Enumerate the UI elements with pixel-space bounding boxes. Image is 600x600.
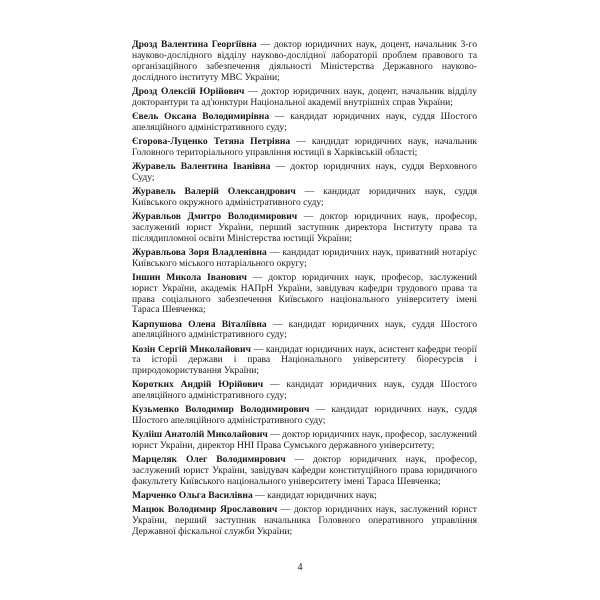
list-item xyxy=(132,40,477,84)
list-item xyxy=(132,491,477,502)
entry-description: — доктор юридичних наук, професор, заслужений юрист України, директор ННІ Права Сумського державного університету; xyxy=(132,429,478,452)
entry-description: — кандидат юридичних наук, приватний нотаріус Київського міського нотаріального округу; xyxy=(132,246,477,269)
entry-name: Кулііш Анатолій Миколайович xyxy=(132,429,268,441)
list-item xyxy=(132,455,477,488)
list-item xyxy=(132,273,477,317)
entry-name: Дрозд Валентина Георгіївна xyxy=(132,39,257,50)
entry-description: — кандидат юридичних наук, асистент кафедри теорії та історії держави і права Національного університету біоресурсів і природокористування України; xyxy=(132,343,477,377)
entry-description: — кандидат юридичних наук; xyxy=(252,490,377,502)
entry-name: Карпушова Олена Віталіївна xyxy=(132,318,267,330)
entry-name: Марцеляк Олег Володимирович xyxy=(132,454,286,466)
entry-name: Журавель Валерій Олександрович xyxy=(132,185,296,197)
entry-name: Марченко Ольга Василівна xyxy=(132,490,253,502)
entry-name: Козін Сергій Миколайович xyxy=(132,343,251,355)
entry-name: Євель Оксана Володимирівна xyxy=(132,110,270,122)
entry-description: — доктор юридичних наук, заслужений юрист України, перший заступник начальника Головного оперативного управління Державної фіскальної служби України; xyxy=(132,504,477,538)
entry-name: Коротких Андрій Юрійович xyxy=(132,379,264,391)
contributors-list xyxy=(132,40,477,541)
entry-description: — кандидат юридичних наук, суддя Шостого апеляційного адміністративного суду; xyxy=(132,318,478,341)
entry-description: — кандидат юридичних наук, суддя Шостого апеляційного адміністративного суду; xyxy=(132,404,478,427)
entry-name: Іншин Микола Іванович xyxy=(132,271,247,283)
entry-description: — доктор юридичних наук, професор, заслужений юрист України, перший заступник директора Інституту права та післядипломної освіти Міністерства юстиції України; xyxy=(132,210,477,244)
list-item xyxy=(132,112,477,134)
list-item xyxy=(132,137,477,159)
list-item xyxy=(132,505,477,538)
list-item xyxy=(132,187,477,209)
entry-name: Дрозд Олексій Юрійович xyxy=(132,85,245,97)
page-number: 4 xyxy=(297,562,303,573)
entry-description: — кандидат юридичних наук, начальник Головного територіального управління юстиції в Харківській області; xyxy=(132,135,477,158)
list-item xyxy=(132,87,477,109)
entry-description: — доктор юридичних наук, суддя Верховного Суду; xyxy=(132,160,477,183)
list-item xyxy=(132,345,477,378)
entry-name: Мацюк Володимир Ярославович xyxy=(132,504,278,516)
entry-name: Журавльова Зоря Владленівна xyxy=(132,246,267,258)
list-item xyxy=(132,405,477,427)
list-item xyxy=(132,248,477,270)
entry-description: — доктор юридичних наук, професор, заслужений юрист України, академік НАПрН України, завідувач кафедри трудового права та права соціального забезпечення Київського національного університету імені Тараса Шевченка; xyxy=(132,271,477,316)
entry-description: — доктор юридичних наук, професор, заслужений юрист України, завідувач кафедри конституційного права юридичного факультету Київського національного університету імені Тараса Шевченка; xyxy=(132,454,477,488)
entry-description: — доктор юридичних наук, доцент, начальник відділу докторантури та ад'юнктури Національної академії внутрішніх справ України; xyxy=(132,85,477,108)
entry-name: Журавльов Дмитро Володимирович xyxy=(132,210,298,222)
list-item xyxy=(132,430,477,452)
entry-name: Кузьменко Володимир Володимирович xyxy=(132,404,310,416)
list-item xyxy=(132,380,477,402)
entry-name: Єгорова-Луценко Тетяна Петрівна xyxy=(132,135,291,147)
list-item xyxy=(132,162,477,184)
entry-description: — доктор юридичних наук, доцент, начальник 3-го науково-дослідного відділу науково-дослідної лабораторії проблем правового та організаційного забезпечення діяльності Міністерства Державного науково-дослідного інституту МВС України; xyxy=(132,39,477,83)
entry-name: Журавель Валентина Іванівна xyxy=(132,160,271,172)
list-item xyxy=(132,320,477,342)
entry-description: — кандидат юридичних наук, суддя Київського окружного адміністративного суду; xyxy=(132,185,477,208)
entry-description: — кандидат юридичних наук, суддя Шостого апеляційного адміністративного суду; xyxy=(132,379,477,402)
entry-description: — кандидат юридичних наук, суддя Шостого апеляційного адміністративного суду; xyxy=(132,110,477,133)
list-item xyxy=(132,212,477,245)
